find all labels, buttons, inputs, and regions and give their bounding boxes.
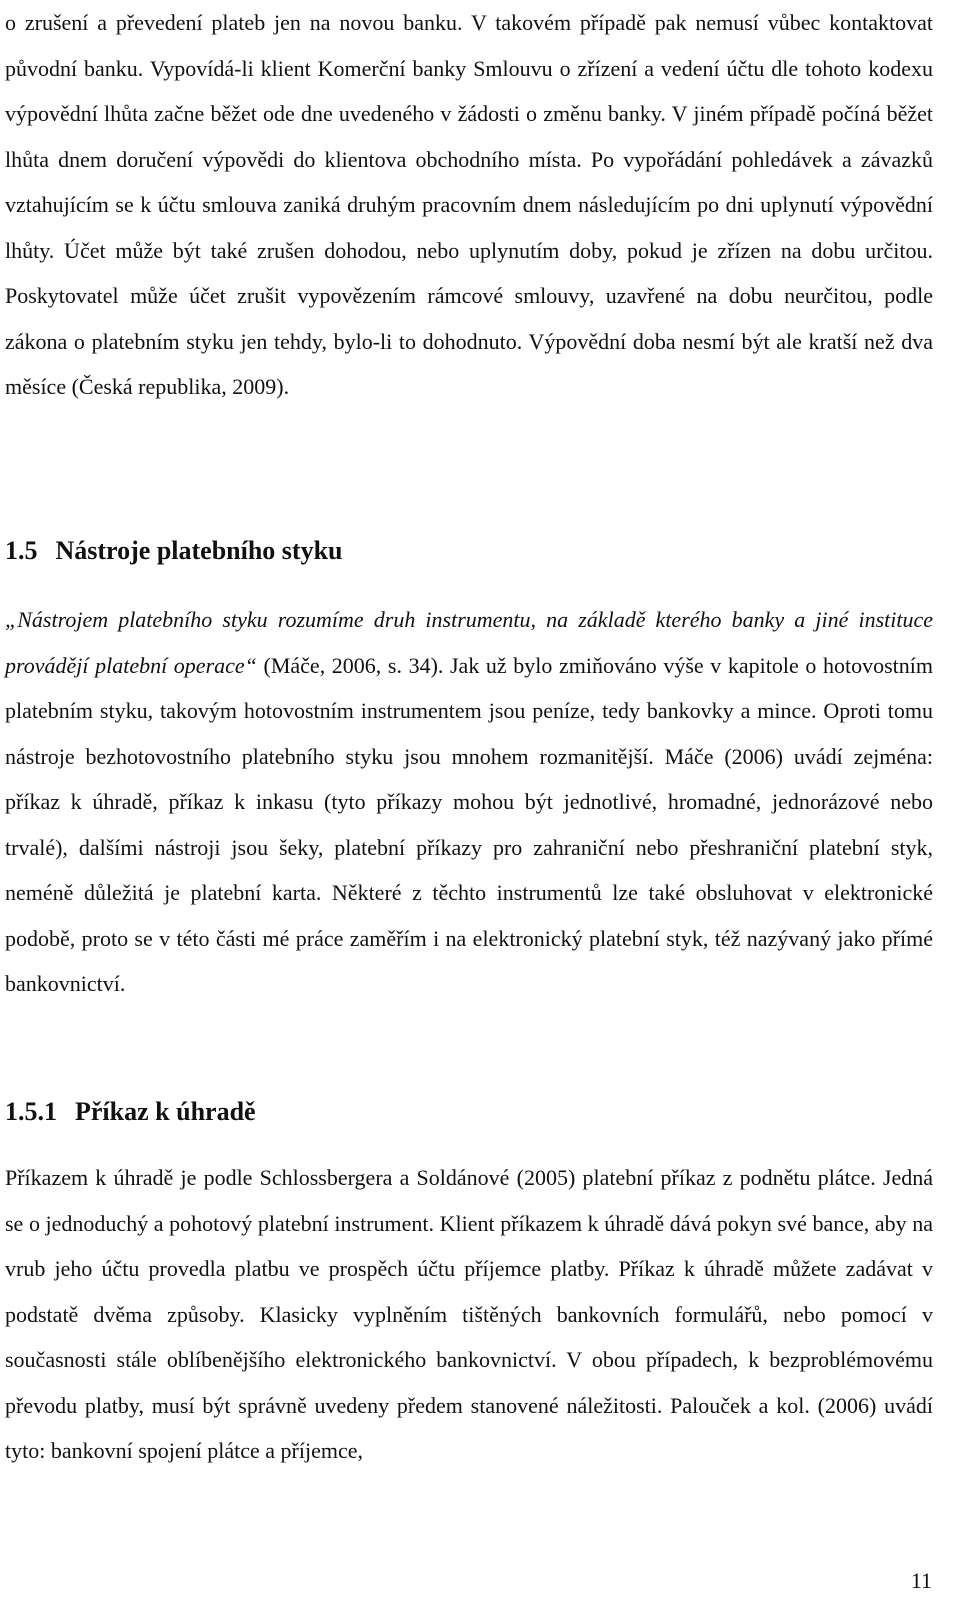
section-1-5-1-paragraph: Příkazem k úhradě je podle Schlossbergera a Soldánové (2005) platební příkaz z podnětu plátce. Jedná se o jednoduchý a pohotový platební instrument. Klient příkazem k úhradě dává pokyn své bance, aby na vrub jeho účtu provedla platbu ve prospěch účtu příjemce platby. Příkaz k úhradě můžete zadávat v podstatě dvěma způsoby. Klasicky vyplněním tištěných bankovních formulářů, nebo pomocí v současnosti stále oblíbenějšího elektronického bankovnictví. V obou případech, k bezproblémovému převodu platby, musí být správně uvedeny předem stanovené náležitosti. Palouček a kol. (2006) uvádí tyto: bankovní spojení plátce a příjemce, <box>5 1165 933 1463</box>
section-title: Nástroje platebního styku <box>55 536 343 565</box>
section-heading-1-5-1 <box>5 1097 256 1127</box>
section-1-5-paragraph <box>5 597 933 1007</box>
citation-quote: „Nástrojem platebního styku rozumíme druh instrumentu, na základě kterého banky a jiné instituce provádějí platební operace“ <box>5 607 933 678</box>
subsection-number: 1.5.1 <box>5 1097 57 1126</box>
page-number: 11 <box>910 1568 932 1593</box>
paragraph-text: (Máče, 2006, s. 34). Jak už bylo zmiňováno výše v kapitole o hotovostním platebním styku, takovým hotovostním instrumentem jsou peníze, tedy bankovky a mince. Oproti tomu nástroje bezhotovostního platebního styku jsou mnohem rozmanitější. Máče (2006) uvádí zejména: příkaz k úhradě, příkaz k inkasu (tyto příkazy mohou být jednotlivé, hromadné, jednorázové nebo trvalé), dalšími nástroji jsou šeky, platební příkazy pro zahraniční nebo přeshraniční platební styk, neméně důležitá je platební karta. Některé z těchto instrumentů lze také obsluhovat v elektronické podobě, proto se v této části mé práce zaměřím i na elektronický platební styk, též nazývaný jako přímé bankovnictví. <box>5 652 933 996</box>
section-heading-1-5 <box>5 536 343 566</box>
subsection-title: Příkaz k úhradě <box>75 1097 256 1126</box>
continuation-paragraph: o zrušení a převedení plateb jen na novou banku. V takovém případě pak nemusí vůbec kontaktovat původní banku. Vypovídá-li klient Komerční banky Smlouvu o zřízení a vedení účtu dle tohoto kodexu výpovědní lhůta začne běžet ode dne uvedeného v žádosti o změnu banky. V jiném případě počíná běžet lhůta dnem doručení výpovědi do klientova obchodního místa. Po vypořádání pohledávek a závazků vztahujícím se k účtu smlouva zaniká druhým pracovním dnem následujícím po dni uplynutí výpovědní lhůty. Účet může být také zrušen dohodou, nebo uplynutím doby, pokud je zřízen na dobu určitou. Poskytovatel může účet zrušit vypovězením rámcové smlouvy, uzavřené na dobu neurčitou, podle zákona o platebním styku jen tehdy, bylo-li to dohodnuto. Výpovědní doba nesmí být ale kratší než dva měsíce (Česká republika, 2009). <box>5 10 933 399</box>
section-number: 1.5 <box>5 536 38 565</box>
